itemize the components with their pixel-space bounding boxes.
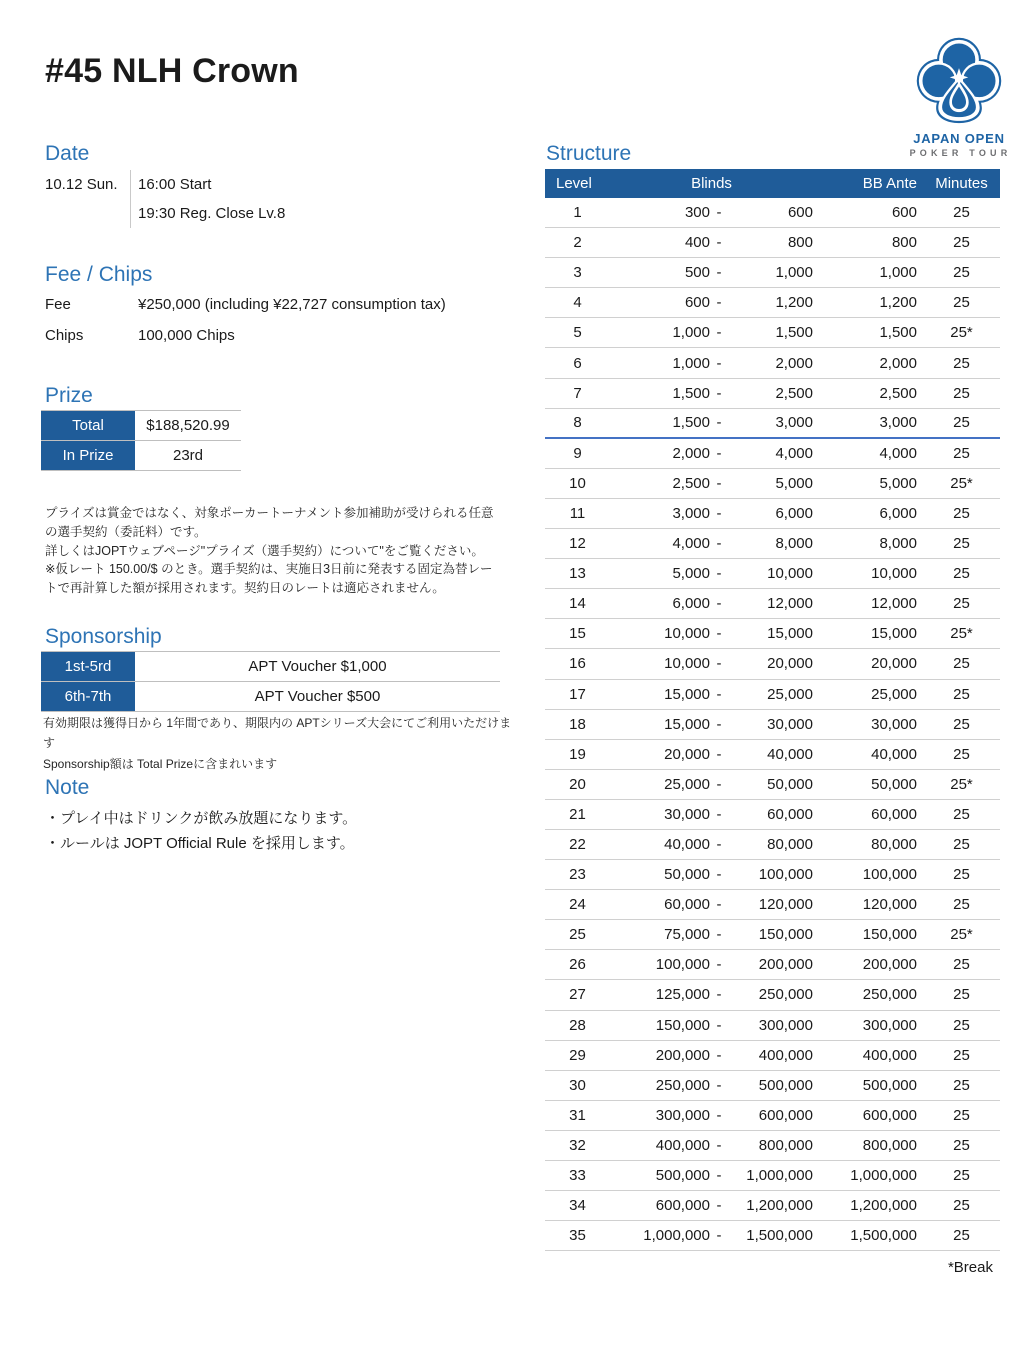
structure-cell-dash: - [716,535,722,553]
structure-row-level-29 [545,1041,1000,1071]
structure-cell-min: 25 [953,1227,970,1245]
structure-row-level-28 [545,1011,1000,1041]
structure-cell-bb: 1,000,000 [746,1167,813,1185]
structure-cell-ante: 3,000 [879,414,917,432]
structure-cell-sb: 25,000 [664,775,710,793]
prize-disclaimer-line-3: ※仮レート 150.00/$ のとき。選手契約は、実施日3日前に発表する固定為替レートで再計算した額が採用されます。契約日のレートは適応されません。 [45,562,493,595]
structure-cell-bb: 1,200,000 [746,1197,813,1215]
prize-table [41,410,241,471]
structure-row-level-8 [545,409,1000,439]
chips-label: Chips [45,327,84,344]
structure-cell-ante: 600 [891,204,917,222]
structure-cell-dash: - [716,715,722,733]
structure-cell-dash: - [716,745,722,763]
structure-cell-min: 25 [953,1197,970,1215]
structure-cell-ante: 15,000 [871,625,917,643]
structure-cell-sb: 500,000 [655,1167,710,1185]
structure-cell-sb: 75,000 [664,926,710,944]
jopt-logo [901,36,1017,158]
structure-cell-ante: 100,000 [862,866,917,884]
structure-cell-dash: - [716,956,722,974]
structure-cell-bb: 2,500 [775,384,813,402]
structure-row-level-13 [545,559,1000,589]
structure-cell-ante: 800 [891,234,917,252]
structure-cell-dash: - [716,1136,722,1154]
sponsorship-rank-2: 6th-7th [41,682,135,711]
structure-cell-sb: 60,000 [664,896,710,914]
structure-cell-min: 25 [953,264,970,282]
structure-cell-bb: 1,200 [775,294,813,312]
structure-row-level-21 [545,800,1000,830]
structure-cell-bb: 40,000 [767,745,813,763]
structure-cell-sb: 20,000 [664,745,710,763]
structure-cell-sb: 300 [684,204,710,222]
structure-cell-dash: - [716,204,722,222]
structure-cell-min: 25 [953,384,970,402]
structure-cell-lvl: 34 [569,1197,586,1215]
structure-cell-ante: 200,000 [862,956,917,974]
structure-cell-bb: 3,000 [775,414,813,432]
structure-cell-sb: 2,500 [672,474,710,492]
sponsorship-notes [43,713,513,774]
structure-cell-lvl: 28 [569,1016,586,1034]
structure-cell-bb: 10,000 [767,565,813,583]
structure-cell-ante: 1,200 [879,294,917,312]
structure-cell-min: 25 [953,655,970,673]
structure-row-level-15 [545,619,1000,649]
structure-cell-min: 25 [953,414,970,432]
sponsorship-table [41,651,500,712]
structure-cell-bb: 800 [787,234,813,252]
structure-row-level-32 [545,1131,1000,1161]
structure-cell-sb: 500 [684,264,710,282]
structure-cell-dash: - [716,294,722,312]
structure-row-level-12 [545,529,1000,559]
structure-cell-lvl: 2 [573,234,582,252]
structure-cell-lvl: 17 [569,685,586,703]
structure-cell-sb: 1,500 [672,414,710,432]
structure-cell-bb: 30,000 [767,715,813,733]
structure-cell-sb: 30,000 [664,805,710,823]
structure-row-level-19 [545,740,1000,770]
structure-cell-dash: - [716,866,722,884]
structure-cell-bb: 60,000 [767,805,813,823]
break-note: *Break [947,1259,993,1276]
structure-cell-bb: 2,000 [775,354,813,372]
structure-cell-lvl: 5 [573,324,582,342]
structure-cell-ante: 250,000 [862,986,917,1004]
structure-cell-ante: 12,000 [871,595,917,613]
structure-cell-ante: 1,500,000 [850,1227,917,1245]
structure-cell-dash: - [716,986,722,1004]
structure-cell-min: 25 [953,595,970,613]
structure-cell-bb: 5,000 [775,474,813,492]
fee-value: ¥250,000 (including ¥22,727 consumption tax) [138,296,446,313]
structure-cell-sb: 3,000 [672,504,710,522]
structure-cell-dash: - [716,354,722,372]
note-item-1: ・プレイ中はドリンクが飲み放題になります。 [45,810,358,827]
structure-cell-sb: 2,000 [672,444,710,462]
structure-cell-dash: - [716,1076,722,1094]
structure-cell-dash: - [716,504,722,522]
structure-cell-sb: 300,000 [655,1106,710,1124]
column-header-level: Level [556,175,592,192]
structure-cell-lvl: 25 [569,926,586,944]
structure-cell-lvl: 6 [573,354,582,372]
sponsorship-heading: Sponsorship [45,625,162,648]
structure-cell-bb: 1,500 [775,324,813,342]
structure-cell-sb: 10,000 [664,625,710,643]
structure-row-level-26 [545,950,1000,980]
structure-cell-ante: 2,500 [879,384,917,402]
prize-row-inprize [41,441,241,471]
structure-cell-bb: 800,000 [758,1136,813,1154]
structure-cell-min: 25 [953,1106,970,1124]
structure-cell-lvl: 31 [569,1106,586,1124]
structure-cell-min: 25 [953,294,970,312]
structure-cell-min: 25 [953,1076,970,1094]
note-heading: Note [45,776,90,799]
structure-cell-sb: 1,000 [672,324,710,342]
structure-cell-ante: 4,000 [879,444,917,462]
sponsorship-rank-1: 1st-5rd [41,652,135,681]
structure-cell-min: 25* [950,926,973,944]
structure-cell-lvl: 11 [569,504,586,522]
structure-cell-dash: - [716,685,722,703]
structure-cell-dash: - [716,444,722,462]
structure-cell-ante: 5,000 [879,474,917,492]
structure-cell-sb: 40,000 [664,836,710,854]
structure-cell-lvl: 32 [569,1136,586,1154]
prize-inprize-label: In Prize [41,441,135,470]
structure-cell-bb: 200,000 [758,956,813,974]
structure-cell-bb: 100,000 [758,866,813,884]
structure-row-level-23 [545,860,1000,890]
structure-cell-sb: 4,000 [672,535,710,553]
note-item-2: ・ルールは JOPT Official Rule を採用します。 [45,835,355,853]
structure-cell-dash: - [716,896,722,914]
sponsorship-row-2 [41,682,500,712]
structure-cell-bb: 500,000 [758,1076,813,1094]
structure-row-level-18 [545,710,1000,740]
structure-cell-min: 25 [953,565,970,583]
structure-cell-ante: 120,000 [862,896,917,914]
structure-row-level-3 [545,258,1000,288]
structure-cell-ante: 2,000 [879,354,917,372]
date-reg-close: 19:30 Reg. Close Lv.8 [138,205,286,222]
sponsorship-value-2: APT Voucher $500 [254,688,381,705]
structure-cell-dash: - [716,595,722,613]
structure-cell-dash: - [716,565,722,583]
structure-cell-min: 25 [953,836,970,854]
structure-cell-lvl: 15 [569,625,586,643]
structure-cell-bb: 50,000 [767,775,813,793]
page-title: #45 NLH Crown [45,52,299,90]
structure-cell-bb: 600 [787,204,813,222]
structure-cell-ante: 6,000 [879,504,917,522]
structure-row-level-33 [545,1161,1000,1191]
structure-cell-ante: 50,000 [871,775,917,793]
structure-cell-min: 25 [953,1167,970,1185]
structure-row-level-27 [545,980,1000,1010]
structure-cell-ante: 8,000 [879,535,917,553]
structure-cell-bb: 150,000 [758,926,813,944]
fee-label: Fee [45,296,71,313]
structure-cell-lvl: 23 [569,866,586,884]
column-header-bb-ante: BB Ante [862,175,917,192]
structure-row-level-10 [545,469,1000,499]
structure-cell-dash: - [716,1197,722,1215]
fee-chips-heading: Fee / Chips [45,263,153,286]
prize-total-label: Total [41,411,135,440]
structure-cell-ante: 500,000 [862,1076,917,1094]
logo-text-japan-open: JAPAN OPEN [913,131,1005,146]
prize-disclaimer-line-1: プライズは賞金ではなく、対象ポーカートーナメント参加補助が受けられる任意の選手契約（委託料）です。 [45,506,494,539]
structure-cell-min: 25 [953,986,970,1004]
structure-cell-dash: - [716,1016,722,1034]
structure-cell-lvl: 16 [569,655,586,673]
structure-row-level-34 [545,1191,1000,1221]
structure-cell-bb: 12,000 [767,595,813,613]
structure-cell-min: 25* [950,474,973,492]
structure-cell-min: 25* [950,775,973,793]
structure-cell-dash: - [716,1167,722,1185]
structure-table-header [545,169,1000,198]
structure-row-level-35 [545,1221,1000,1251]
structure-cell-lvl: 22 [569,836,586,854]
structure-cell-ante: 40,000 [871,745,917,763]
structure-cell-bb: 400,000 [758,1046,813,1064]
structure-cell-sb: 50,000 [664,866,710,884]
structure-cell-ante: 20,000 [871,655,917,673]
structure-cell-ante: 10,000 [871,565,917,583]
structure-row-level-16 [545,649,1000,679]
structure-cell-sb: 10,000 [664,655,710,673]
structure-cell-min: 25 [953,535,970,553]
prize-total-value: $188,520.99 [146,417,230,434]
structure-cell-sb: 600,000 [655,1197,710,1215]
structure-row-level-25 [545,920,1000,950]
structure-cell-ante: 25,000 [871,685,917,703]
structure-cell-sb: 1,500 [672,384,710,402]
structure-cell-min: 25 [953,204,970,222]
prize-disclaimer-line-2: 詳しくはJOPTウェブページ"プライズ（選手契約）について"をご覧ください。 [45,543,484,558]
structure-cell-bb: 20,000 [767,655,813,673]
structure-cell-ante: 1,200,000 [850,1197,917,1215]
structure-cell-ante: 600,000 [862,1106,917,1124]
structure-cell-lvl: 26 [569,956,586,974]
structure-row-level-9 [545,439,1000,469]
structure-cell-dash: - [716,234,722,252]
structure-cell-bb: 600,000 [758,1106,813,1124]
structure-cell-bb: 15,000 [767,625,813,643]
structure-cell-min: 25 [953,234,970,252]
structure-cell-sb: 400 [684,234,710,252]
structure-cell-lvl: 10 [569,474,586,492]
structure-cell-sb: 1,000 [672,354,710,372]
structure-cell-dash: - [716,474,722,492]
date-day: 10.12 Sun. [45,176,118,193]
structure-table-body [545,198,1000,1251]
date-divider [130,170,131,228]
structure-cell-sb: 250,000 [655,1076,710,1094]
structure-row-level-6 [545,348,1000,378]
structure-row-level-30 [545,1071,1000,1101]
structure-cell-sb: 100,000 [655,956,710,974]
structure-cell-bb: 1,000 [775,264,813,282]
structure-cell-sb: 1,000,000 [643,1227,710,1245]
structure-cell-dash: - [716,836,722,854]
structure-heading: Structure [546,142,632,165]
structure-cell-sb: 150,000 [655,1016,710,1034]
structure-cell-bb: 300,000 [758,1016,813,1034]
structure-cell-min: 25 [953,715,970,733]
structure-cell-lvl: 18 [569,715,586,733]
date-start-time: 16:00 Start [138,176,212,193]
structure-cell-dash: - [716,625,722,643]
structure-row-level-20 [545,770,1000,800]
structure-cell-ante: 30,000 [871,715,917,733]
structure-cell-min: 25 [953,444,970,462]
structure-cell-lvl: 30 [569,1076,586,1094]
structure-cell-min: 25 [953,354,970,372]
sponsorship-value-1: APT Voucher $1,000 [248,658,387,675]
structure-cell-lvl: 20 [569,775,586,793]
structure-cell-min: 25* [950,324,973,342]
structure-cell-ante: 1,000 [879,264,917,282]
column-header-blinds: Blinds [691,175,732,192]
structure-cell-min: 25* [950,625,973,643]
structure-cell-ante: 1,500 [879,324,917,342]
structure-cell-lvl: 8 [573,414,582,432]
structure-cell-bb: 1,500,000 [746,1227,813,1245]
structure-cell-ante: 300,000 [862,1016,917,1034]
prize-inprize-value: 23rd [172,447,204,464]
sponsorship-note-1: 有効期限は獲得日から 1年間であり、期限内の APTシリーズ大会にてご利用いただけます [43,716,512,751]
structure-cell-lvl: 29 [569,1046,586,1064]
structure-cell-lvl: 7 [573,384,582,402]
structure-cell-dash: - [716,775,722,793]
chips-value: 100,000 Chips [138,327,235,344]
structure-cell-dash: - [716,1106,722,1124]
structure-cell-dash: - [716,324,722,342]
sponsorship-row-1 [41,652,500,682]
structure-cell-sb: 15,000 [664,715,710,733]
structure-table [545,169,1000,1251]
structure-cell-sb: 15,000 [664,685,710,703]
structure-cell-ante: 150,000 [862,926,917,944]
structure-row-level-1 [545,198,1000,228]
structure-cell-min: 25 [953,1136,970,1154]
prize-heading: Prize [45,384,93,407]
structure-row-level-11 [545,499,1000,529]
structure-cell-bb: 8,000 [775,535,813,553]
structure-cell-min: 25 [953,685,970,703]
structure-cell-bb: 250,000 [758,986,813,1004]
structure-cell-lvl: 27 [569,986,586,1004]
structure-cell-sb: 600 [684,294,710,312]
structure-cell-ante: 800,000 [862,1136,917,1154]
structure-cell-dash: - [716,384,722,402]
structure-cell-sb: 200,000 [655,1046,710,1064]
structure-cell-min: 25 [953,956,970,974]
structure-cell-sb: 125,000 [655,986,710,1004]
structure-cell-lvl: 1 [573,204,582,222]
structure-cell-lvl: 24 [569,896,586,914]
structure-cell-dash: - [716,414,722,432]
structure-cell-lvl: 9 [573,444,582,462]
column-header-minutes: Minutes [935,175,988,192]
structure-row-level-5 [545,318,1000,348]
structure-row-level-2 [545,228,1000,258]
structure-row-level-4 [545,288,1000,318]
structure-row-level-17 [545,680,1000,710]
sponsorship-note-2: Sponsorship額は Total Prizeに含まれいます [43,756,278,771]
structure-cell-min: 25 [953,1016,970,1034]
structure-cell-sb: 400,000 [655,1136,710,1154]
structure-cell-min: 25 [953,1046,970,1064]
structure-cell-dash: - [716,655,722,673]
structure-cell-sb: 6,000 [672,595,710,613]
structure-cell-ante: 1,000,000 [850,1167,917,1185]
structure-cell-lvl: 35 [569,1227,586,1245]
structure-cell-dash: - [716,805,722,823]
structure-row-level-31 [545,1101,1000,1131]
structure-row-level-7 [545,379,1000,409]
structure-cell-dash: - [716,264,722,282]
structure-cell-lvl: 12 [569,535,586,553]
structure-cell-lvl: 14 [569,595,586,613]
structure-cell-bb: 4,000 [775,444,813,462]
structure-cell-lvl: 3 [573,264,582,282]
structure-cell-dash: - [716,1227,722,1245]
club-logo-icon [913,36,1005,124]
structure-cell-bb: 80,000 [767,836,813,854]
structure-cell-ante: 80,000 [871,836,917,854]
structure-cell-min: 25 [953,504,970,522]
structure-cell-lvl: 13 [569,565,586,583]
date-heading: Date [45,142,90,165]
structure-cell-lvl: 4 [573,294,582,312]
structure-cell-ante: 400,000 [862,1046,917,1064]
structure-cell-min: 25 [953,805,970,823]
logo-text-poker-tour: POKER TOUR [909,148,1012,158]
structure-cell-ante: 60,000 [871,805,917,823]
prize-disclaimer [45,504,497,598]
structure-cell-min: 25 [953,866,970,884]
structure-cell-sb: 5,000 [672,565,710,583]
note-list [45,806,357,856]
structure-cell-lvl: 21 [569,805,586,823]
structure-cell-bb: 120,000 [758,896,813,914]
structure-cell-lvl: 33 [569,1167,586,1185]
structure-row-level-14 [545,589,1000,619]
structure-cell-dash: - [716,926,722,944]
structure-cell-dash: - [716,1046,722,1064]
prize-row-total [41,411,241,441]
structure-cell-bb: 25,000 [767,685,813,703]
structure-row-level-24 [545,890,1000,920]
structure-cell-min: 25 [953,896,970,914]
structure-cell-lvl: 19 [569,745,586,763]
structure-row-level-22 [545,830,1000,860]
structure-cell-min: 25 [953,745,970,763]
structure-cell-bb: 6,000 [775,504,813,522]
